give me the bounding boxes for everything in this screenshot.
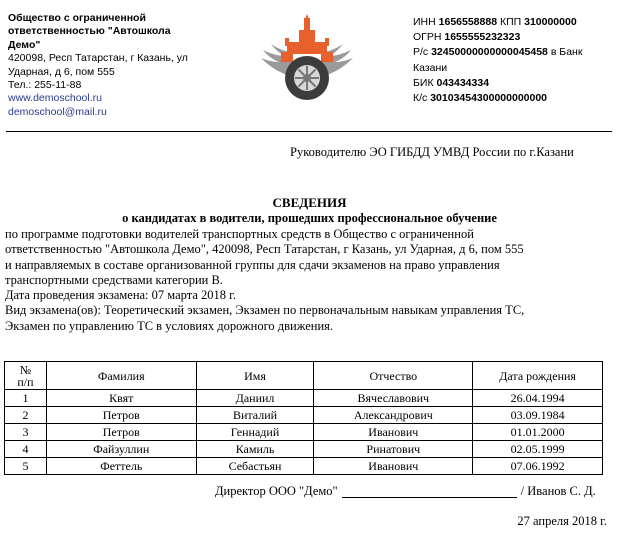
cell-birthdate: 03.09.1984 [473,407,603,424]
cell-patronymic: Ринатович [314,441,473,458]
rs-value: 32450000000000045458 [431,46,548,59]
document-body [5,227,607,334]
cell-num: 5 [5,458,47,475]
bank-city: Казани [413,61,448,74]
signer-position: Директор ООО "Демо" [215,484,338,498]
header-divider [6,131,612,132]
org-name-line-3: Демо" [8,38,41,51]
cell-name: Виталий [196,407,314,424]
tire-icon [285,56,329,100]
org-name-line-1: Общество с ограниченной [8,12,146,24]
document-subtitle: о кандидатах в водители, прошедших профессиональное обучение [122,211,497,225]
exam-date: Дата проведения экзамена: 07 марта 2018 г. [5,288,236,303]
inn-value: 1656558888 [438,16,498,28]
cell-patronymic: Вячеславович [314,390,473,407]
header-num: № п/п [5,362,47,390]
bik-line: БИК 043434334 [413,76,490,89]
org-phone: Тел.: 255-11-88 [8,79,82,92]
cell-num: 4 [5,441,47,458]
body-line-4: транспортными средствами категории B. [5,272,223,287]
cell-name: Геннадий [196,424,314,441]
table-row [5,407,603,424]
signature-line [342,485,517,498]
cell-num: 3 [5,424,47,441]
cell-patronymic: Иванович [314,424,473,441]
cell-birthdate: 26.04.1994 [473,390,603,407]
body-line-1: по программе подготовки водителей транспортных средств в Общество с ограниченной [5,227,474,241]
addressee: Руководителю ЭО ГИБДД УМВД России по г.Казани [290,145,574,159]
header-patronymic: Отчество [314,362,473,390]
header-name: Имя [196,362,314,390]
cell-num: 1 [5,390,47,407]
cell-patronymic: Иванович [314,458,473,475]
cell-name: Камиль [196,441,314,458]
org-website-link[interactable]: www.demoschool.ru [8,92,102,105]
org-address-line-1: 420098, Респ Татарстан, г Казань, ул [8,52,188,65]
header-surname: Фамилия [46,362,196,390]
candidates-table [4,361,603,475]
rs-line: Р/с 32450000000000045458 в Банк [413,46,583,59]
inn-kpp-line: ИНН 1656558888 КПП 310000000 [413,16,577,28]
cell-surname: Петров [46,407,196,424]
signer-name: / Иванов С. Д. [520,484,596,498]
cell-surname: Феттель [46,458,196,475]
document-title: СВЕДЕНИЯ [272,195,347,210]
signature-block [215,484,596,499]
driving-school-logo [257,14,357,104]
ogrn-value: 1655555232323 [444,31,521,44]
kpp-value: 310000000 [524,16,577,28]
table-row [5,458,603,475]
table-row [5,441,603,458]
cell-surname: Файзуллин [46,441,196,458]
org-address-line-2: Ударная, д 6, пом 555 [8,65,115,78]
header-birthdate: Дата рождения [473,362,603,390]
cell-name: Себастьян [196,458,314,475]
cell-patronymic: Александрович [314,407,473,424]
ogrn-line: ОГРН 1655555232323 [413,31,521,44]
org-email-link[interactable]: demoschool@mail.ru [8,105,107,118]
cell-birthdate: 02.05.1999 [473,441,603,458]
organization-details [8,12,208,119]
org-name-line-2: ответственностью "Автошкола [8,25,171,38]
ks-line: К/с 30103454300000000000 [413,92,548,105]
cell-surname: Квят [46,390,196,407]
exam-types-line-2: Экзамен по управлению ТС в условиях дорожного движения. [5,318,334,333]
body-line-2: ответственностью "Автошкола Демо", 420098, Респ Татарстан, г Казань, ул Ударная, д 6, пом 555 [5,242,524,257]
cell-birthdate: 01.01.2000 [473,424,603,441]
table-row [5,424,603,441]
cell-num: 2 [5,407,47,424]
cell-surname: Петров [46,424,196,441]
cell-birthdate: 07.06.1992 [473,458,603,475]
exam-types-line-1: Вид экзамена(ов): Теоретический экзамен, Экзамен по первоначальным навыкам управления ТС, [5,303,525,318]
table-header-row [5,362,603,390]
cell-name: Даниил [196,390,314,407]
body-line-3: и направляемых в составе организованной группы для сдачи экзаменов на право управления [5,257,500,272]
table-row [5,390,603,407]
document-date: 27 апреля 2018 г. [517,514,607,528]
bank-details [413,15,613,106]
ks-value: 30103454300000000000 [430,92,548,105]
bik-value: 043434334 [436,76,490,89]
building-icon [281,14,333,62]
